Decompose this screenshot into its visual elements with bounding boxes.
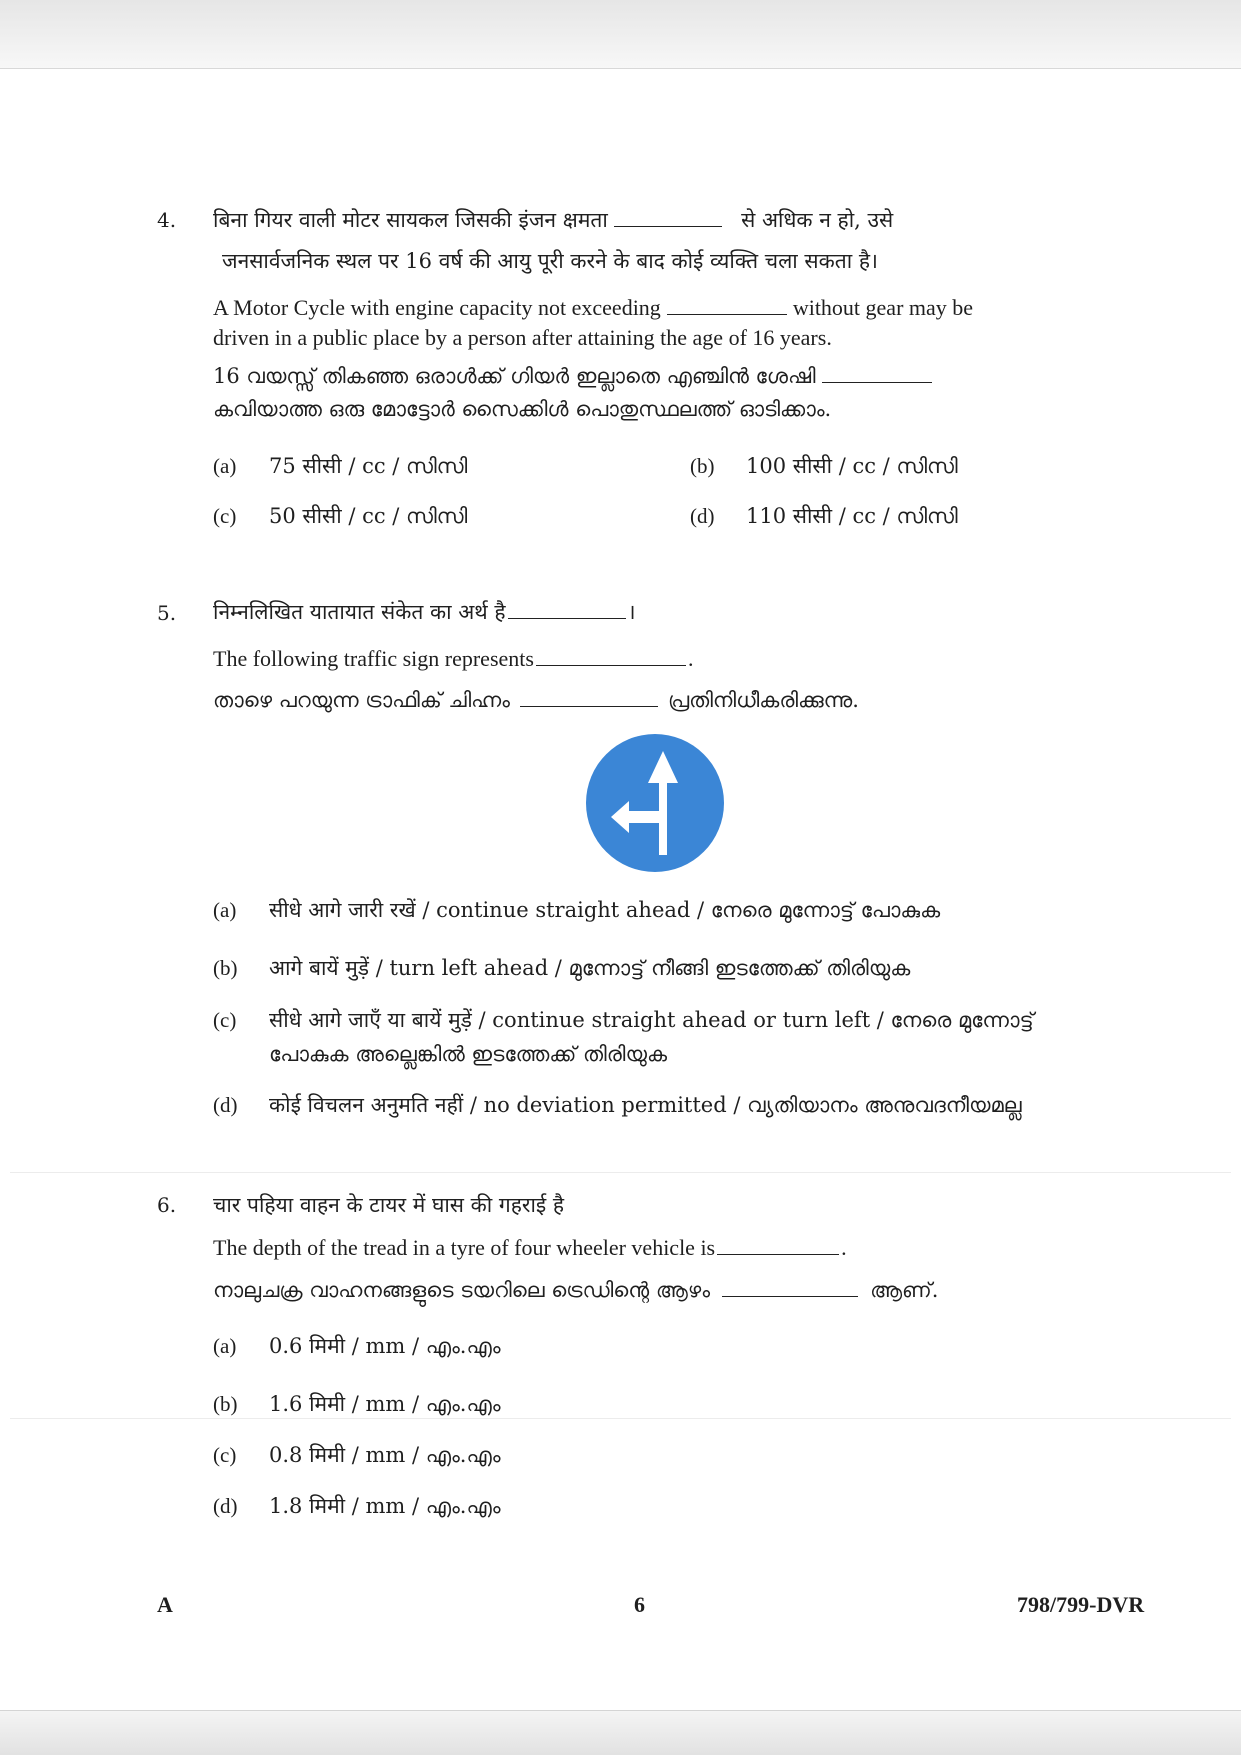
question-text-hindi: बिना गियर वाली मोटर सायकल जिसकी इंजन क्षमता से अधिक न हो, उसे xyxy=(213,208,894,232)
question-text-hindi: निम्नलिखित यातायात संकेत का अर्थ है । xyxy=(213,600,636,624)
option-b[interactable]: (b) 1.6 मिमी / mm / എം.എം xyxy=(213,1392,501,1416)
answer-blank xyxy=(614,225,722,227)
answer-blank xyxy=(717,1253,839,1255)
question-number: 4. xyxy=(157,208,177,232)
question-text-english: The following traffic sign represents . xyxy=(213,646,694,671)
question-text-malayalam: താഴെ പറയുന്ന ട്രാഫിക് ചിഹ്നം പ്രതിനിധീകരിക്കുന്നു. xyxy=(213,688,859,712)
question-number: 5. xyxy=(157,601,177,625)
option-c[interactable]: (c) 0.8 मिमी / mm / എം.എം xyxy=(213,1443,501,1467)
answer-blank xyxy=(520,705,658,707)
option-c[interactable]: (c) सीधे आगे जाएँ या बायें मुड़ें / continue straight ahead or turn left / നേരെ മുന്നോട്ട് xyxy=(213,1008,1034,1032)
answer-blank xyxy=(508,617,626,619)
option-a[interactable]: (a) 75 सीसी / cc / സിസി xyxy=(213,454,468,478)
option-d[interactable]: (d) 1.8 मिमी / mm / എം.എം xyxy=(213,1494,501,1518)
scan-artifact-line xyxy=(10,1172,1231,1173)
option-d[interactable]: (d) कोई विचलन अनुमति नहीं / no deviation permitted / വ്യതിയാനം അനുവദനീയമല്ല xyxy=(213,1093,1022,1117)
option-b[interactable]: (b) 100 सीसी / cc / സിസി xyxy=(690,454,958,478)
question-number: 6. xyxy=(157,1193,177,1217)
question-text-english: A Motor Cycle with engine capacity not exceeding without gear may be xyxy=(213,295,974,320)
scan-top-edge xyxy=(0,0,1241,69)
option-c-cont: പോകുക അല്ലെങ്കിൽ ഇടത്തേക്ക് തിരിയുക xyxy=(269,1042,667,1066)
answer-blank xyxy=(536,664,686,666)
answer-blank xyxy=(667,313,787,315)
question-text-malayalam-cont: കവിയാത്ത ഒരു മോട്ടോർ സൈക്കിൾ പൊതുസ്ഥലത്ത് ഓടിക്കാം. xyxy=(213,397,832,421)
footer-paper-code: 798/799-DVR xyxy=(1017,1592,1145,1617)
scan-bottom-edge xyxy=(0,1710,1241,1755)
page-number: 6 xyxy=(634,1592,645,1617)
question-text-english: The depth of the tread in a tyre of four wheeler vehicle is . xyxy=(213,1235,847,1260)
option-c[interactable]: (c) 50 सीसी / cc / സിസി xyxy=(213,504,468,528)
straight-or-left-arrow-icon xyxy=(585,733,725,873)
footer-series-letter: A xyxy=(157,1592,173,1617)
scan-artifact-line xyxy=(10,1418,1231,1419)
question-text-malayalam: നാലുചക്ര വാഹനങ്ങളുടെ ടയറിലെ ട്രെഡിന്റെ ആഴം ആണ്. xyxy=(213,1278,939,1302)
question-text-hindi-cont: जनसार्वजनिक स्थल पर 16 वर्ष की आयु पूरी करने के बाद कोई व्यक्ति चला सकता है। xyxy=(222,249,878,273)
question-text-malayalam: 16 വയസ്സ് തികഞ്ഞ ഒരാൾക്ക് ഗിയർ ഇല്ലാതെ എഞ്ചിൻ ശേഷി xyxy=(213,361,1158,391)
question-text-hindi: चार पहिया वाहन के टायर में घास की गहराई है xyxy=(213,1193,565,1217)
answer-blank xyxy=(722,1295,858,1297)
question-text-english-cont: driven in a public place by a person after attaining the age of 16 years. xyxy=(213,325,832,350)
option-d[interactable]: (d) 110 सीसी / cc / സിസി xyxy=(690,504,958,528)
option-a[interactable]: (a) सीधे आगे जारी रखें / continue straight ahead / നേരെ മുന്നോട്ട് പോകുക xyxy=(213,898,941,922)
option-b[interactable]: (b) आगे बायें मुड़ें / turn left ahead / മുന്നോട്ട് നീങ്ങി ഇടത്തേക്ക് തിരിയുക xyxy=(213,956,911,980)
answer-blank xyxy=(822,381,932,383)
option-a[interactable]: (a) 0.6 मिमी / mm / എം.എം xyxy=(213,1334,501,1358)
